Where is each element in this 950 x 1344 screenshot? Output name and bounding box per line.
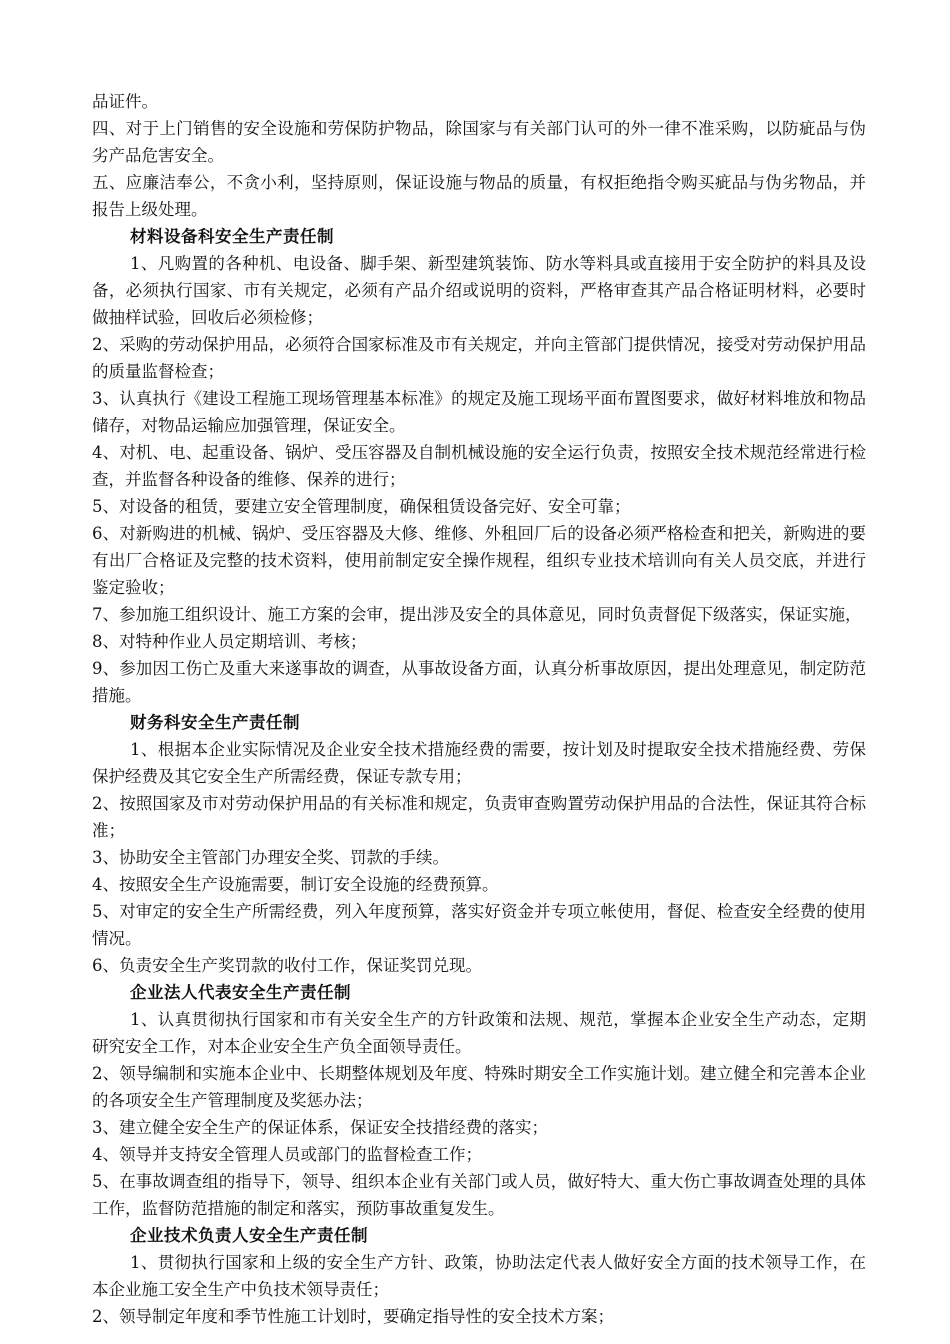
paragraph: 五、应廉洁奉公，不贪小利，坚持原则，保证设施与物品的质量，有权拒绝指令购买疵品与伪劣物品，并报告上级处理。 [92,173,866,219]
paragraph: 5、对设备的租赁，要建立安全管理制度，确保租赁设备完好、安全可靠； [92,497,631,516]
document-section [92,979,866,1222]
paragraph: 1、认真贯彻执行国家和市有关安全生产的方针政策和法规、规范，掌握本企业安全生产动态，定期研究安全工作，对本企业安全生产负全面领导责任。 [92,1010,866,1056]
paragraph: 1、根据本企业实际情况及企业安全技术措施经费的需要，按计划及时提取安全技术措施经费、劳保保护经费及其它安全生产所需经费，保证专款专用； [92,740,866,786]
paragraph: 9、参加因工伤亡及重大来遂事故的调查，从事故设备方面，认真分析事故原因，提出处理意见，制定防范措施。 [92,659,866,705]
paragraph: 8、对特种作业人员定期培训、考核； [92,632,367,651]
paragraph: 6、负责安全生产奖罚款的收付工作，保证奖罚兑现。 [92,956,482,975]
paragraph: 4、按照安全生产设施需要，制订安全设施的经费预算。 [92,875,499,894]
paragraph: 品证件。 [92,92,158,111]
paragraph: 四、对于上门销售的安全设施和劳保防护物品，除国家与有关部门认可的外一律不准采购，以防疵品与伪劣产品危害安全。 [92,119,866,165]
paragraph: 1、凡购置的各种机、电设备、脚手架、新型建筑装饰、防水等料具或直接用于安全防护的料具及设备，必须执行国家、市有关规定，必须有产品介绍或说明的资料，严格审查其产品合格证明材料，必要时做抽样试验，回收后必须检修； [92,254,866,327]
document-section [92,223,866,709]
document-section [92,1222,866,1330]
paragraph: 3、协助安全主管部门办理安全奖、罚款的手续。 [92,848,449,867]
paragraph: 4、对机、电、起重设备、锅炉、受压容器及自制机械设施的安全运行负责，按照安全技术规范经常进行检查，并监督各种设备的维修、保养的进行； [92,443,866,489]
section-heading: 企业技术负责人安全生产责任制 [130,1226,368,1245]
paragraph: 2、按照国家及市对劳动保护用品的有关标准和规定，负责审查购置劳动保护用品的合法性，保证其符合标准； [92,794,866,840]
paragraph: 2、领导制定年度和季节性施工计划时，要确定指导性的安全技术方案； [92,1307,614,1326]
document-section [92,709,866,979]
paragraph: 6、对新购进的机械、锅炉、受压容器及大修、维修、外租回厂后的设备必须严格检查和把关，新购进的要有出厂合格证及完整的技术资料，使用前制定安全操作规程，组织专业技术培训向有关人员交底，并进行鉴定验收； [92,524,866,597]
paragraph: 7、参加施工组织设计、施工方案的会审，提出涉及安全的具体意见，同时负责督促下级落实，保证实施， [92,605,862,624]
document-section [92,88,866,223]
paragraph: 4、领导并支持安全管理人员或部门的监督检查工作； [92,1145,482,1164]
section-heading: 材料设备科安全生产责任制 [130,227,334,246]
paragraph: 2、领导编制和实施本企业中、长期整体规划及年度、特殊时期安全工作实施计划。建立健全和完善本企业的各项安全生产管理制度及奖惩办法； [92,1064,866,1110]
paragraph: 3、建立健全安全生产的保证体系，保证安全技措经费的落实； [92,1118,548,1137]
section-heading: 财务科安全生产责任制 [130,713,300,732]
paragraph: 1、贯彻执行国家和上级的安全生产方针、政策，协助法定代表人做好安全方面的技术领导工作，在本企业施工安全生产中负技术领导责任； [92,1253,866,1299]
section-heading: 企业法人代表安全生产责任制 [130,983,351,1002]
paragraph: 3、认真执行《建设工程施工现场管理基本标准》的规定及施工现场平面布置图要求，做好材料堆放和物品储存，对物品运输应加强管理，保证安全。 [92,389,866,435]
paragraph: 2、采购的劳动保护用品，必须符合国家标准及市有关规定，并向主管部门提供情况，接受对劳动保护用品的质量监督检查； [92,335,866,381]
paragraph: 5、在事故调查组的指导下，领导、组织本企业有关部门或人员，做好特大、重大伤亡事故调查处理的具体工作，监督防范措施的制定和落实，预防事故重复发生。 [92,1172,866,1218]
paragraph: 5、对审定的安全生产所需经费，列入年度预算，落实好资金并专项立帐使用，督促、检查安全经费的使用情况。 [92,902,866,948]
